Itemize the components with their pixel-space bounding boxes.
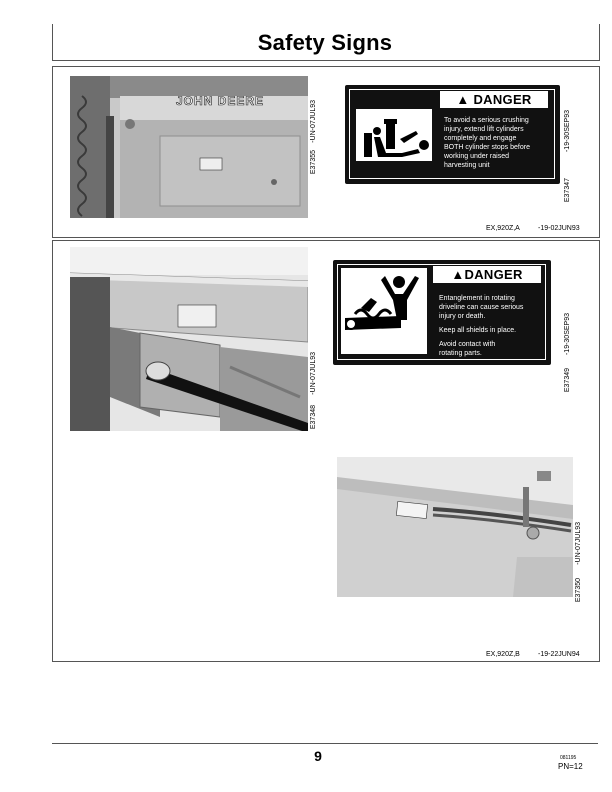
ref-code-1: EX,920Z,A [486, 225, 520, 232]
decal-line: Avoid contact with [439, 341, 496, 348]
danger-header-text: DANGER [473, 92, 532, 107]
ref-date-1: -19-02JUN93 [538, 225, 580, 232]
photo-date-1-text: -UN-07JUL93 [310, 100, 317, 143]
decal-line: BOTH cylinder stops before [444, 144, 530, 151]
decal-line: To avoid a serious crushing [444, 117, 529, 124]
decal-id-2: E37349 [564, 368, 571, 393]
photo-shield-decal [337, 457, 573, 597]
decal-line: completely and engage [444, 135, 517, 142]
ref-code-2: EX,920Z,B [486, 651, 520, 658]
decal-text-crush [444, 116, 552, 170]
photo2-date-2: -UN-07JUL93 [575, 522, 582, 565]
photo1-id-2: E37348 [310, 405, 317, 430]
decal-line: Keep all shields in place. [439, 327, 517, 334]
decal-line: injury, extend lift cylinders [444, 126, 524, 133]
brand-label: JOHN DEERE [176, 94, 265, 108]
photo-id-text: E37355 [310, 150, 317, 175]
danger-header [440, 91, 548, 108]
page-number: 9 [314, 748, 322, 764]
crush-hazard-icon [356, 109, 432, 161]
footer-date: 081195 [560, 755, 577, 761]
decal-date-2: -19-30SEP93 [564, 313, 571, 356]
photo-driveline [70, 247, 308, 431]
decal-date-1: -19-30SEP93 [564, 110, 571, 153]
decal-id-1: E37347 [564, 178, 571, 203]
danger-header-text: DANGER [464, 267, 523, 282]
danger-decal-crush [345, 85, 560, 184]
page-title: Safety Signs [257, 30, 393, 55]
photo1-date-2: -UN-07JUL93 [310, 352, 317, 395]
decal-line: Entanglement in rotating [439, 295, 515, 302]
photo2-id-2: E37350 [575, 578, 582, 603]
entanglement-hazard-icon [341, 268, 427, 354]
photo-header-lift [70, 76, 308, 218]
danger-decal-driveline [333, 260, 551, 365]
decal-line: driveline can cause serious [439, 304, 524, 311]
danger-header [433, 266, 541, 283]
ref-date-2: -19-22JUN94 [538, 651, 580, 658]
decal-line: injury or death. [439, 313, 486, 320]
decal-line: harvesting unit [444, 162, 490, 169]
pn-number: PN=12 [558, 762, 583, 771]
decal-text-driveline [439, 294, 547, 358]
warning-triangle-icon: ▲ [456, 92, 470, 107]
warning-triangle-icon: ▲ [451, 267, 465, 282]
decal-line: working under raised [444, 153, 509, 160]
decal-line: rotating parts. [439, 350, 482, 357]
photo-id-1 [310, 150, 317, 174]
footer-rule [52, 743, 598, 744]
